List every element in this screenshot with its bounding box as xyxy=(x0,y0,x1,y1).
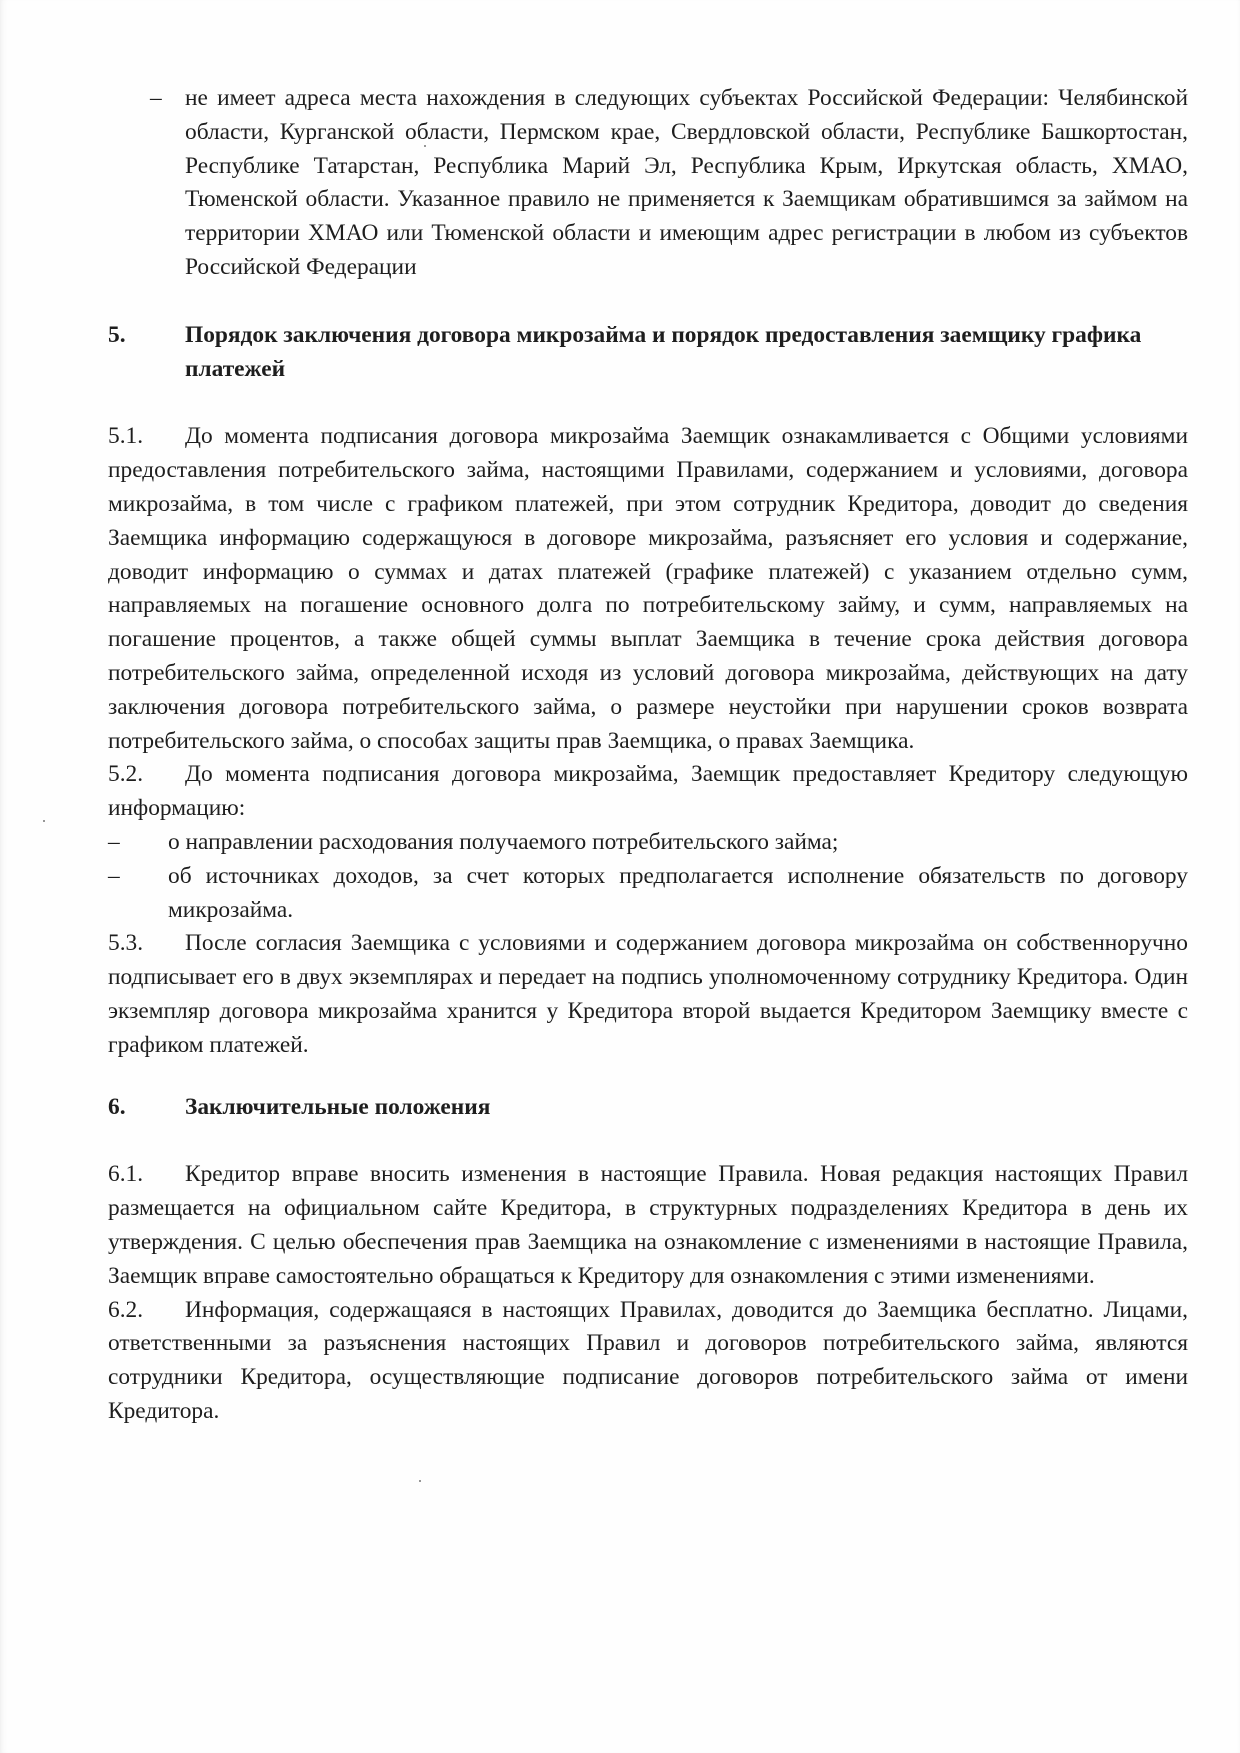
section-5-number: 5. xyxy=(108,321,126,348)
bullet-dash: – xyxy=(108,862,120,889)
clause-5-1 xyxy=(108,420,1188,758)
clause-5-3-number: 5.3. xyxy=(108,930,144,957)
section-6-heading xyxy=(108,1091,1188,1125)
clause-5-3-text: После согласия Заемщика с условиями и содержанием договора микрозайма он собственноручно подписывает его в двух экземплярах и передает на подпись уполномоченному сотруднику Кредитора. Один экземпляр договора микрозайма хранится у Кредитора второй выдается Кредитором Заемщику вместе с графиком платежей. xyxy=(108,930,1188,1058)
clause-6-2-number: 6.2. xyxy=(108,1296,144,1323)
clause-5-2-text: До момента подписания договора микрозайма, Заемщик предоставляет Кредитору следующую информацию: xyxy=(108,761,1188,822)
document-body xyxy=(108,82,1188,1429)
clause-5-2 xyxy=(108,758,1188,826)
bullet-dash: – xyxy=(150,85,162,111)
section-6-number: 6. xyxy=(108,1093,126,1120)
scan-speck xyxy=(419,1480,421,1482)
section-5-title: Порядок заключения договора микрозайма и порядок предоставления заемщику графика платежей xyxy=(185,321,1142,382)
bullet-dash: – xyxy=(108,828,120,855)
section-6-title: Заключительные положения xyxy=(185,1093,491,1120)
clause-5-1-text: До момента подписания договора микрозайма Заемщик ознакамливается с Общими условиями предоставления потребительского займа, настоящими Правилами, содержанием и условиями, договора микрозайма, в том числе с графиком платежей, при этом сотрудник Кредитора, доводит до сведения Заемщика информацию содержащуюся в договоре микрозайма, разъясняет его условия и содержание, доводит информацию о суммах и датах платежей (графике платежей) с указанием отдельно сумм, направляемых на погашение основного долга по потребительскому займу, и сумм, направляемых на погашение процентов, а также общей суммы выплат Заемщика в течение срока действия договора потребительского займа, определенной исходя из условий договора микрозайма, действующих на дату заключения договора потребительского займа, о размере неустойки при нарушении сроков возврата потребительского займа, о способах защиты прав Заемщика, о правах Заемщика. xyxy=(108,423,1188,754)
intro-bullet-text: не имеет адреса места нахождения в следующих субъектах Российской Федерации: Челябинской области, Курганской области, Пермском крае, Свердловской области, Республике Башкортостан, Республике Татарстан, Республика Марий Эл, Республика Крым, Иркутская область, ХМАО, Тюменской области. Указанное правило не применяется к Заемщикам обратившимся за займом на территории ХМАО или Тюменской области и имеющим адрес регистрации в любом из субъектов Российской Федерации xyxy=(185,85,1188,280)
clause-6-2 xyxy=(108,1294,1188,1429)
clause-5-2-bullet xyxy=(108,860,1188,928)
clause-5-1-number: 5.1. xyxy=(108,423,144,450)
clause-5-2-bullet-text: о направлении расходования получаемого потребительского займа; xyxy=(168,828,839,855)
clause-6-1-text: Кредитор вправе вносить изменения в настоящие Правила. Новая редакция настоящих Правил размещается на официальном сайте Кредитора, в структурных подразделениях Кредитора в день их утверждения. С целью обеспечения прав Заемщика на ознакомление с изменениями в настоящие Правила, Заемщик вправе самостоятельно обращаться к Кредитору для ознакомления с этими изменениями. xyxy=(108,1161,1188,1289)
clause-6-1-number: 6.1. xyxy=(108,1161,144,1188)
intro-bullet-item xyxy=(108,82,1188,285)
clause-5-2-number: 5.2. xyxy=(108,761,144,788)
section-5-heading xyxy=(108,319,1188,387)
clause-6-1 xyxy=(108,1158,1188,1293)
scan-speck xyxy=(43,820,45,822)
clause-5-3 xyxy=(108,927,1188,1062)
clause-5-2-bullet xyxy=(108,826,1188,860)
clause-5-2-bullet-text: об источниках доходов, за счет которых предполагается исполнение обязательств по договору микрозайма. xyxy=(168,862,1188,923)
clause-6-2-text: Информация, содержащаяся в настоящих Правилах, доводится до Заемщика бесплатно. Лицами, ответственными за разъяснения настоящих Правил и договоров потребительского займа, являются сотрудники Кредитора, осуществляющие подписание договоров потребительского займа от имени Кредитора. xyxy=(108,1296,1188,1424)
